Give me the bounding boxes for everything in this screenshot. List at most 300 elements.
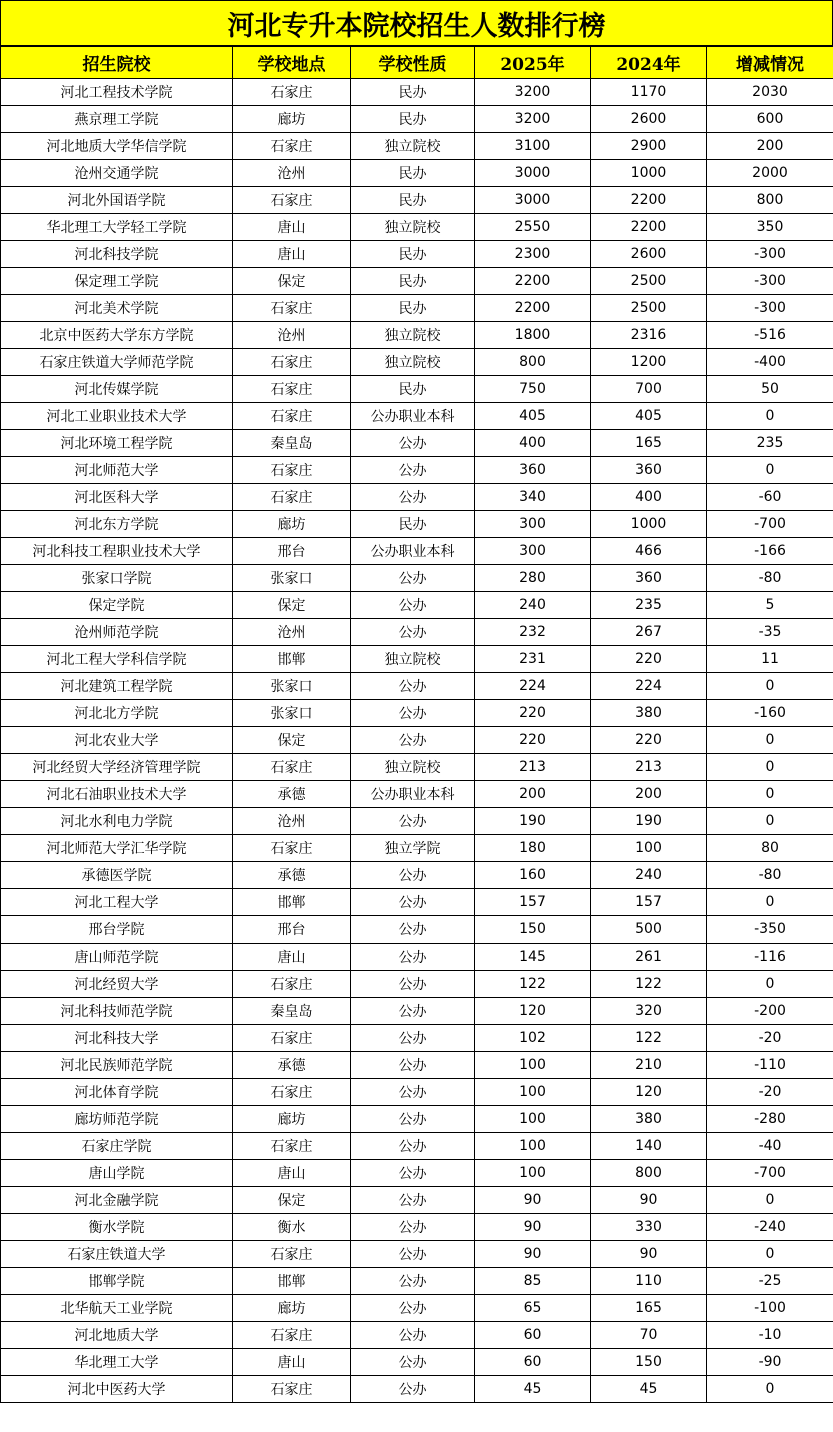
location-cell: 石家庄 bbox=[233, 835, 351, 862]
type-cell: 公办 bbox=[351, 943, 475, 970]
location-cell: 石家庄 bbox=[233, 403, 351, 430]
type-cell: 公办 bbox=[351, 1051, 475, 1078]
school-name-cell: 河北农业大学 bbox=[1, 727, 233, 754]
table-row bbox=[1, 673, 833, 700]
location-cell: 沧州 bbox=[233, 322, 351, 349]
school-name-cell: 河北中医药大学 bbox=[1, 1375, 233, 1402]
table-row bbox=[1, 133, 833, 160]
enroll-2024-cell: 400 bbox=[591, 484, 707, 511]
enroll-2025-cell: 60 bbox=[475, 1321, 591, 1348]
location-cell: 沧州 bbox=[233, 160, 351, 187]
enroll-2024-cell: 380 bbox=[591, 1105, 707, 1132]
type-cell: 民办 bbox=[351, 241, 475, 268]
school-name-cell: 河北环境工程学院 bbox=[1, 430, 233, 457]
school-name-cell: 河北东方学院 bbox=[1, 511, 233, 538]
enroll-2024-cell: 261 bbox=[591, 943, 707, 970]
enroll-2025-cell: 3000 bbox=[475, 187, 591, 214]
location-cell: 唐山 bbox=[233, 1348, 351, 1375]
school-name-cell: 河北师范大学 bbox=[1, 457, 233, 484]
type-cell: 公办职业本科 bbox=[351, 781, 475, 808]
table-row bbox=[1, 1132, 833, 1159]
type-cell: 公办 bbox=[351, 1240, 475, 1267]
table-row bbox=[1, 1294, 833, 1321]
change-cell: -200 bbox=[707, 997, 833, 1024]
table-row bbox=[1, 1348, 833, 1375]
location-cell: 秦皇岛 bbox=[233, 430, 351, 457]
table-row bbox=[1, 295, 833, 322]
location-cell: 保定 bbox=[233, 268, 351, 295]
enroll-2024-cell: 2600 bbox=[591, 241, 707, 268]
location-cell: 衡水 bbox=[233, 1213, 351, 1240]
type-cell: 公办 bbox=[351, 1024, 475, 1051]
change-cell: 0 bbox=[707, 1375, 833, 1402]
change-cell: -516 bbox=[707, 322, 833, 349]
change-cell: 80 bbox=[707, 835, 833, 862]
enroll-2025-cell: 65 bbox=[475, 1294, 591, 1321]
enroll-2024-cell: 2500 bbox=[591, 268, 707, 295]
change-cell: 0 bbox=[707, 781, 833, 808]
change-cell: 800 bbox=[707, 187, 833, 214]
enroll-2025-cell: 100 bbox=[475, 1132, 591, 1159]
enroll-2025-cell: 224 bbox=[475, 673, 591, 700]
type-cell: 公办 bbox=[351, 1159, 475, 1186]
location-cell: 石家庄 bbox=[233, 970, 351, 997]
location-cell: 石家庄 bbox=[233, 754, 351, 781]
table-row bbox=[1, 943, 833, 970]
school-name-cell: 河北北方学院 bbox=[1, 700, 233, 727]
change-cell: -160 bbox=[707, 700, 833, 727]
enroll-2024-cell: 90 bbox=[591, 1240, 707, 1267]
enroll-2025-cell: 122 bbox=[475, 970, 591, 997]
change-cell: 0 bbox=[707, 727, 833, 754]
location-cell: 石家庄 bbox=[233, 376, 351, 403]
change-cell: 200 bbox=[707, 133, 833, 160]
change-cell: 0 bbox=[707, 970, 833, 997]
enroll-2025-cell: 100 bbox=[475, 1105, 591, 1132]
location-cell: 张家口 bbox=[233, 673, 351, 700]
enroll-2024-cell: 267 bbox=[591, 619, 707, 646]
table-row bbox=[1, 916, 833, 943]
enroll-2024-cell: 122 bbox=[591, 970, 707, 997]
enroll-2025-cell: 157 bbox=[475, 889, 591, 916]
type-cell: 公办 bbox=[351, 1213, 475, 1240]
table-row bbox=[1, 1159, 833, 1186]
table-row bbox=[1, 1078, 833, 1105]
table-row bbox=[1, 970, 833, 997]
location-cell: 石家庄 bbox=[233, 295, 351, 322]
school-name-cell: 河北科技学院 bbox=[1, 241, 233, 268]
column-header-2025: 2025年 bbox=[475, 47, 591, 79]
school-name-cell: 华北理工大学 bbox=[1, 1348, 233, 1375]
enroll-2024-cell: 122 bbox=[591, 1024, 707, 1051]
enroll-2024-cell: 2900 bbox=[591, 133, 707, 160]
change-cell: 50 bbox=[707, 376, 833, 403]
table-row bbox=[1, 322, 833, 349]
location-cell: 邢台 bbox=[233, 538, 351, 565]
location-cell: 秦皇岛 bbox=[233, 997, 351, 1024]
change-cell: 0 bbox=[707, 754, 833, 781]
enroll-2025-cell: 85 bbox=[475, 1267, 591, 1294]
location-cell: 廊坊 bbox=[233, 1105, 351, 1132]
change-cell: 2000 bbox=[707, 160, 833, 187]
enroll-2024-cell: 500 bbox=[591, 916, 707, 943]
type-cell: 公办 bbox=[351, 1375, 475, 1402]
type-cell: 独立院校 bbox=[351, 322, 475, 349]
school-name-cell: 河北外国语学院 bbox=[1, 187, 233, 214]
type-cell: 公办 bbox=[351, 592, 475, 619]
enroll-2025-cell: 160 bbox=[475, 862, 591, 889]
type-cell: 公办 bbox=[351, 1132, 475, 1159]
enroll-2024-cell: 2200 bbox=[591, 187, 707, 214]
enroll-2025-cell: 100 bbox=[475, 1159, 591, 1186]
type-cell: 公办 bbox=[351, 484, 475, 511]
enroll-2024-cell: 800 bbox=[591, 1159, 707, 1186]
type-cell: 公办 bbox=[351, 1105, 475, 1132]
location-cell: 石家庄 bbox=[233, 1024, 351, 1051]
enroll-2024-cell: 90 bbox=[591, 1186, 707, 1213]
enroll-2024-cell: 360 bbox=[591, 457, 707, 484]
enroll-2024-cell: 110 bbox=[591, 1267, 707, 1294]
type-cell: 公办 bbox=[351, 457, 475, 484]
school-name-cell: 河北师范大学汇华学院 bbox=[1, 835, 233, 862]
type-cell: 独立院校 bbox=[351, 646, 475, 673]
type-cell: 公办 bbox=[351, 1321, 475, 1348]
table-row bbox=[1, 160, 833, 187]
table-body bbox=[1, 79, 833, 1403]
enroll-2025-cell: 180 bbox=[475, 835, 591, 862]
enroll-2024-cell: 190 bbox=[591, 808, 707, 835]
enroll-2025-cell: 231 bbox=[475, 646, 591, 673]
change-cell: -700 bbox=[707, 1159, 833, 1186]
enroll-2024-cell: 165 bbox=[591, 430, 707, 457]
school-name-cell: 河北民族师范学院 bbox=[1, 1051, 233, 1078]
enroll-2024-cell: 220 bbox=[591, 727, 707, 754]
school-name-cell: 唐山学院 bbox=[1, 1159, 233, 1186]
table-row bbox=[1, 619, 833, 646]
change-cell: -280 bbox=[707, 1105, 833, 1132]
enroll-2025-cell: 100 bbox=[475, 1078, 591, 1105]
school-name-cell: 北华航天工业学院 bbox=[1, 1294, 233, 1321]
type-cell: 公办 bbox=[351, 673, 475, 700]
column-header-school: 招生院校 bbox=[1, 47, 233, 79]
location-cell: 石家庄 bbox=[233, 79, 351, 106]
column-header-location: 学校地点 bbox=[233, 47, 351, 79]
table-row bbox=[1, 457, 833, 484]
school-name-cell: 沧州师范学院 bbox=[1, 619, 233, 646]
location-cell: 石家庄 bbox=[233, 1321, 351, 1348]
change-cell: -116 bbox=[707, 943, 833, 970]
header-row bbox=[1, 47, 833, 79]
type-cell: 公办 bbox=[351, 997, 475, 1024]
location-cell: 石家庄 bbox=[233, 187, 351, 214]
table-row bbox=[1, 430, 833, 457]
school-name-cell: 河北工程大学科信学院 bbox=[1, 646, 233, 673]
table-row bbox=[1, 997, 833, 1024]
table-row bbox=[1, 484, 833, 511]
enroll-2024-cell: 100 bbox=[591, 835, 707, 862]
location-cell: 承德 bbox=[233, 781, 351, 808]
location-cell: 石家庄 bbox=[233, 133, 351, 160]
school-name-cell: 河北传媒学院 bbox=[1, 376, 233, 403]
school-name-cell: 河北建筑工程学院 bbox=[1, 673, 233, 700]
type-cell: 公办 bbox=[351, 862, 475, 889]
enroll-2024-cell: 165 bbox=[591, 1294, 707, 1321]
school-name-cell: 保定理工学院 bbox=[1, 268, 233, 295]
school-name-cell: 河北金融学院 bbox=[1, 1186, 233, 1213]
school-name-cell: 沧州交通学院 bbox=[1, 160, 233, 187]
location-cell: 唐山 bbox=[233, 214, 351, 241]
change-cell: -350 bbox=[707, 916, 833, 943]
enroll-2025-cell: 240 bbox=[475, 592, 591, 619]
table-row bbox=[1, 376, 833, 403]
enroll-2024-cell: 150 bbox=[591, 1348, 707, 1375]
location-cell: 廊坊 bbox=[233, 511, 351, 538]
enroll-2025-cell: 200 bbox=[475, 781, 591, 808]
type-cell: 公办 bbox=[351, 1348, 475, 1375]
school-name-cell: 河北医科大学 bbox=[1, 484, 233, 511]
location-cell: 邢台 bbox=[233, 916, 351, 943]
column-header-type: 学校性质 bbox=[351, 47, 475, 79]
enroll-2024-cell: 235 bbox=[591, 592, 707, 619]
type-cell: 民办 bbox=[351, 187, 475, 214]
table-row bbox=[1, 241, 833, 268]
location-cell: 石家庄 bbox=[233, 457, 351, 484]
enroll-2025-cell: 750 bbox=[475, 376, 591, 403]
table-row bbox=[1, 754, 833, 781]
enroll-2025-cell: 90 bbox=[475, 1240, 591, 1267]
school-name-cell: 河北水利电力学院 bbox=[1, 808, 233, 835]
location-cell: 唐山 bbox=[233, 1159, 351, 1186]
table-row bbox=[1, 889, 833, 916]
table-row bbox=[1, 646, 833, 673]
school-name-cell: 河北地质大学华信学院 bbox=[1, 133, 233, 160]
type-cell: 公办职业本科 bbox=[351, 403, 475, 430]
change-cell: -60 bbox=[707, 484, 833, 511]
school-name-cell: 河北工程大学 bbox=[1, 889, 233, 916]
enroll-2024-cell: 220 bbox=[591, 646, 707, 673]
table-row bbox=[1, 1186, 833, 1213]
table-row bbox=[1, 106, 833, 133]
school-name-cell: 邯郸学院 bbox=[1, 1267, 233, 1294]
enroll-2025-cell: 400 bbox=[475, 430, 591, 457]
enroll-2024-cell: 210 bbox=[591, 1051, 707, 1078]
school-name-cell: 邢台学院 bbox=[1, 916, 233, 943]
location-cell: 唐山 bbox=[233, 943, 351, 970]
type-cell: 独立院校 bbox=[351, 214, 475, 241]
enroll-2024-cell: 700 bbox=[591, 376, 707, 403]
enroll-2024-cell: 2200 bbox=[591, 214, 707, 241]
table-row bbox=[1, 781, 833, 808]
change-cell: -10 bbox=[707, 1321, 833, 1348]
enroll-2024-cell: 2316 bbox=[591, 322, 707, 349]
table-row bbox=[1, 1375, 833, 1402]
enroll-2025-cell: 120 bbox=[475, 997, 591, 1024]
enroll-2025-cell: 213 bbox=[475, 754, 591, 781]
type-cell: 公办 bbox=[351, 1078, 475, 1105]
location-cell: 廊坊 bbox=[233, 106, 351, 133]
location-cell: 石家庄 bbox=[233, 349, 351, 376]
enroll-2025-cell: 3100 bbox=[475, 133, 591, 160]
enroll-2025-cell: 340 bbox=[475, 484, 591, 511]
table-row bbox=[1, 349, 833, 376]
enroll-2024-cell: 240 bbox=[591, 862, 707, 889]
table-row bbox=[1, 187, 833, 214]
type-cell: 公办 bbox=[351, 1186, 475, 1213]
type-cell: 民办 bbox=[351, 268, 475, 295]
school-name-cell: 河北科技大学 bbox=[1, 1024, 233, 1051]
type-cell: 独立院校 bbox=[351, 349, 475, 376]
location-cell: 保定 bbox=[233, 727, 351, 754]
location-cell: 邯郸 bbox=[233, 1267, 351, 1294]
column-header-change: 增减情况 bbox=[707, 47, 833, 79]
location-cell: 沧州 bbox=[233, 619, 351, 646]
location-cell: 石家庄 bbox=[233, 1240, 351, 1267]
change-cell: -35 bbox=[707, 619, 833, 646]
school-name-cell: 河北工程技术学院 bbox=[1, 79, 233, 106]
school-name-cell: 北京中医药大学东方学院 bbox=[1, 322, 233, 349]
enroll-2024-cell: 140 bbox=[591, 1132, 707, 1159]
enroll-2024-cell: 213 bbox=[591, 754, 707, 781]
table-row bbox=[1, 538, 833, 565]
type-cell: 民办 bbox=[351, 160, 475, 187]
enroll-2024-cell: 360 bbox=[591, 565, 707, 592]
enroll-2024-cell: 200 bbox=[591, 781, 707, 808]
school-name-cell: 石家庄学院 bbox=[1, 1132, 233, 1159]
table-row bbox=[1, 565, 833, 592]
change-cell: 2030 bbox=[707, 79, 833, 106]
change-cell: -20 bbox=[707, 1024, 833, 1051]
table-row bbox=[1, 862, 833, 889]
school-name-cell: 保定学院 bbox=[1, 592, 233, 619]
type-cell: 独立院校 bbox=[351, 133, 475, 160]
table-row bbox=[1, 511, 833, 538]
school-name-cell: 石家庄铁道大学师范学院 bbox=[1, 349, 233, 376]
type-cell: 公办 bbox=[351, 1267, 475, 1294]
enroll-2025-cell: 190 bbox=[475, 808, 591, 835]
school-name-cell: 河北科技师范学院 bbox=[1, 997, 233, 1024]
change-cell: -80 bbox=[707, 862, 833, 889]
change-cell: 350 bbox=[707, 214, 833, 241]
enroll-2025-cell: 1800 bbox=[475, 322, 591, 349]
type-cell: 公办职业本科 bbox=[351, 538, 475, 565]
ranking-table bbox=[0, 46, 833, 1403]
type-cell: 民办 bbox=[351, 79, 475, 106]
type-cell: 公办 bbox=[351, 808, 475, 835]
school-name-cell: 河北经贸大学经济管理学院 bbox=[1, 754, 233, 781]
school-name-cell: 河北科技工程职业技术大学 bbox=[1, 538, 233, 565]
table-row bbox=[1, 592, 833, 619]
enroll-2025-cell: 280 bbox=[475, 565, 591, 592]
change-cell: -90 bbox=[707, 1348, 833, 1375]
enroll-2024-cell: 224 bbox=[591, 673, 707, 700]
school-name-cell: 河北工业职业技术大学 bbox=[1, 403, 233, 430]
table-row bbox=[1, 808, 833, 835]
enroll-2025-cell: 150 bbox=[475, 916, 591, 943]
table-row bbox=[1, 79, 833, 106]
location-cell: 廊坊 bbox=[233, 1294, 351, 1321]
change-cell: -700 bbox=[707, 511, 833, 538]
table-row bbox=[1, 1213, 833, 1240]
table-row bbox=[1, 1105, 833, 1132]
school-name-cell: 唐山师范学院 bbox=[1, 943, 233, 970]
enroll-2024-cell: 1000 bbox=[591, 160, 707, 187]
enroll-2025-cell: 90 bbox=[475, 1186, 591, 1213]
location-cell: 石家庄 bbox=[233, 1375, 351, 1402]
type-cell: 民办 bbox=[351, 106, 475, 133]
location-cell: 承德 bbox=[233, 1051, 351, 1078]
school-name-cell: 河北经贸大学 bbox=[1, 970, 233, 997]
enroll-2025-cell: 100 bbox=[475, 1051, 591, 1078]
school-name-cell: 张家口学院 bbox=[1, 565, 233, 592]
location-cell: 石家庄 bbox=[233, 1078, 351, 1105]
change-cell: -100 bbox=[707, 1294, 833, 1321]
location-cell: 承德 bbox=[233, 862, 351, 889]
enroll-2025-cell: 2300 bbox=[475, 241, 591, 268]
change-cell: -300 bbox=[707, 241, 833, 268]
change-cell: -300 bbox=[707, 268, 833, 295]
location-cell: 邯郸 bbox=[233, 889, 351, 916]
location-cell: 石家庄 bbox=[233, 1132, 351, 1159]
location-cell: 保定 bbox=[233, 592, 351, 619]
enroll-2025-cell: 360 bbox=[475, 457, 591, 484]
enroll-2024-cell: 1000 bbox=[591, 511, 707, 538]
change-cell: -25 bbox=[707, 1267, 833, 1294]
enroll-2024-cell: 466 bbox=[591, 538, 707, 565]
school-name-cell: 河北美术学院 bbox=[1, 295, 233, 322]
type-cell: 公办 bbox=[351, 700, 475, 727]
type-cell: 独立学院 bbox=[351, 835, 475, 862]
enroll-2024-cell: 330 bbox=[591, 1213, 707, 1240]
enroll-2024-cell: 45 bbox=[591, 1375, 707, 1402]
table-row bbox=[1, 1024, 833, 1051]
type-cell: 公办 bbox=[351, 430, 475, 457]
type-cell: 公办 bbox=[351, 1294, 475, 1321]
type-cell: 公办 bbox=[351, 565, 475, 592]
school-name-cell: 石家庄铁道大学 bbox=[1, 1240, 233, 1267]
school-name-cell: 河北体育学院 bbox=[1, 1078, 233, 1105]
column-header-2024: 2024年 bbox=[591, 47, 707, 79]
enroll-2025-cell: 220 bbox=[475, 727, 591, 754]
change-cell: 0 bbox=[707, 889, 833, 916]
change-cell: -80 bbox=[707, 565, 833, 592]
change-cell: -300 bbox=[707, 295, 833, 322]
enroll-2024-cell: 157 bbox=[591, 889, 707, 916]
location-cell: 张家口 bbox=[233, 700, 351, 727]
enroll-2024-cell: 320 bbox=[591, 997, 707, 1024]
enroll-2025-cell: 300 bbox=[475, 538, 591, 565]
school-name-cell: 承德医学院 bbox=[1, 862, 233, 889]
change-cell: -166 bbox=[707, 538, 833, 565]
enroll-2025-cell: 3000 bbox=[475, 160, 591, 187]
table-row bbox=[1, 214, 833, 241]
enroll-2025-cell: 3200 bbox=[475, 79, 591, 106]
change-cell: 0 bbox=[707, 673, 833, 700]
enroll-2025-cell: 102 bbox=[475, 1024, 591, 1051]
location-cell: 邯郸 bbox=[233, 646, 351, 673]
enroll-2025-cell: 145 bbox=[475, 943, 591, 970]
type-cell: 公办 bbox=[351, 727, 475, 754]
school-name-cell: 华北理工大学轻工学院 bbox=[1, 214, 233, 241]
enroll-2025-cell: 300 bbox=[475, 511, 591, 538]
change-cell: 0 bbox=[707, 403, 833, 430]
school-name-cell: 河北地质大学 bbox=[1, 1321, 233, 1348]
type-cell: 民办 bbox=[351, 295, 475, 322]
enroll-2024-cell: 120 bbox=[591, 1078, 707, 1105]
location-cell: 沧州 bbox=[233, 808, 351, 835]
enroll-2025-cell: 2550 bbox=[475, 214, 591, 241]
table-row bbox=[1, 1240, 833, 1267]
change-cell: -400 bbox=[707, 349, 833, 376]
